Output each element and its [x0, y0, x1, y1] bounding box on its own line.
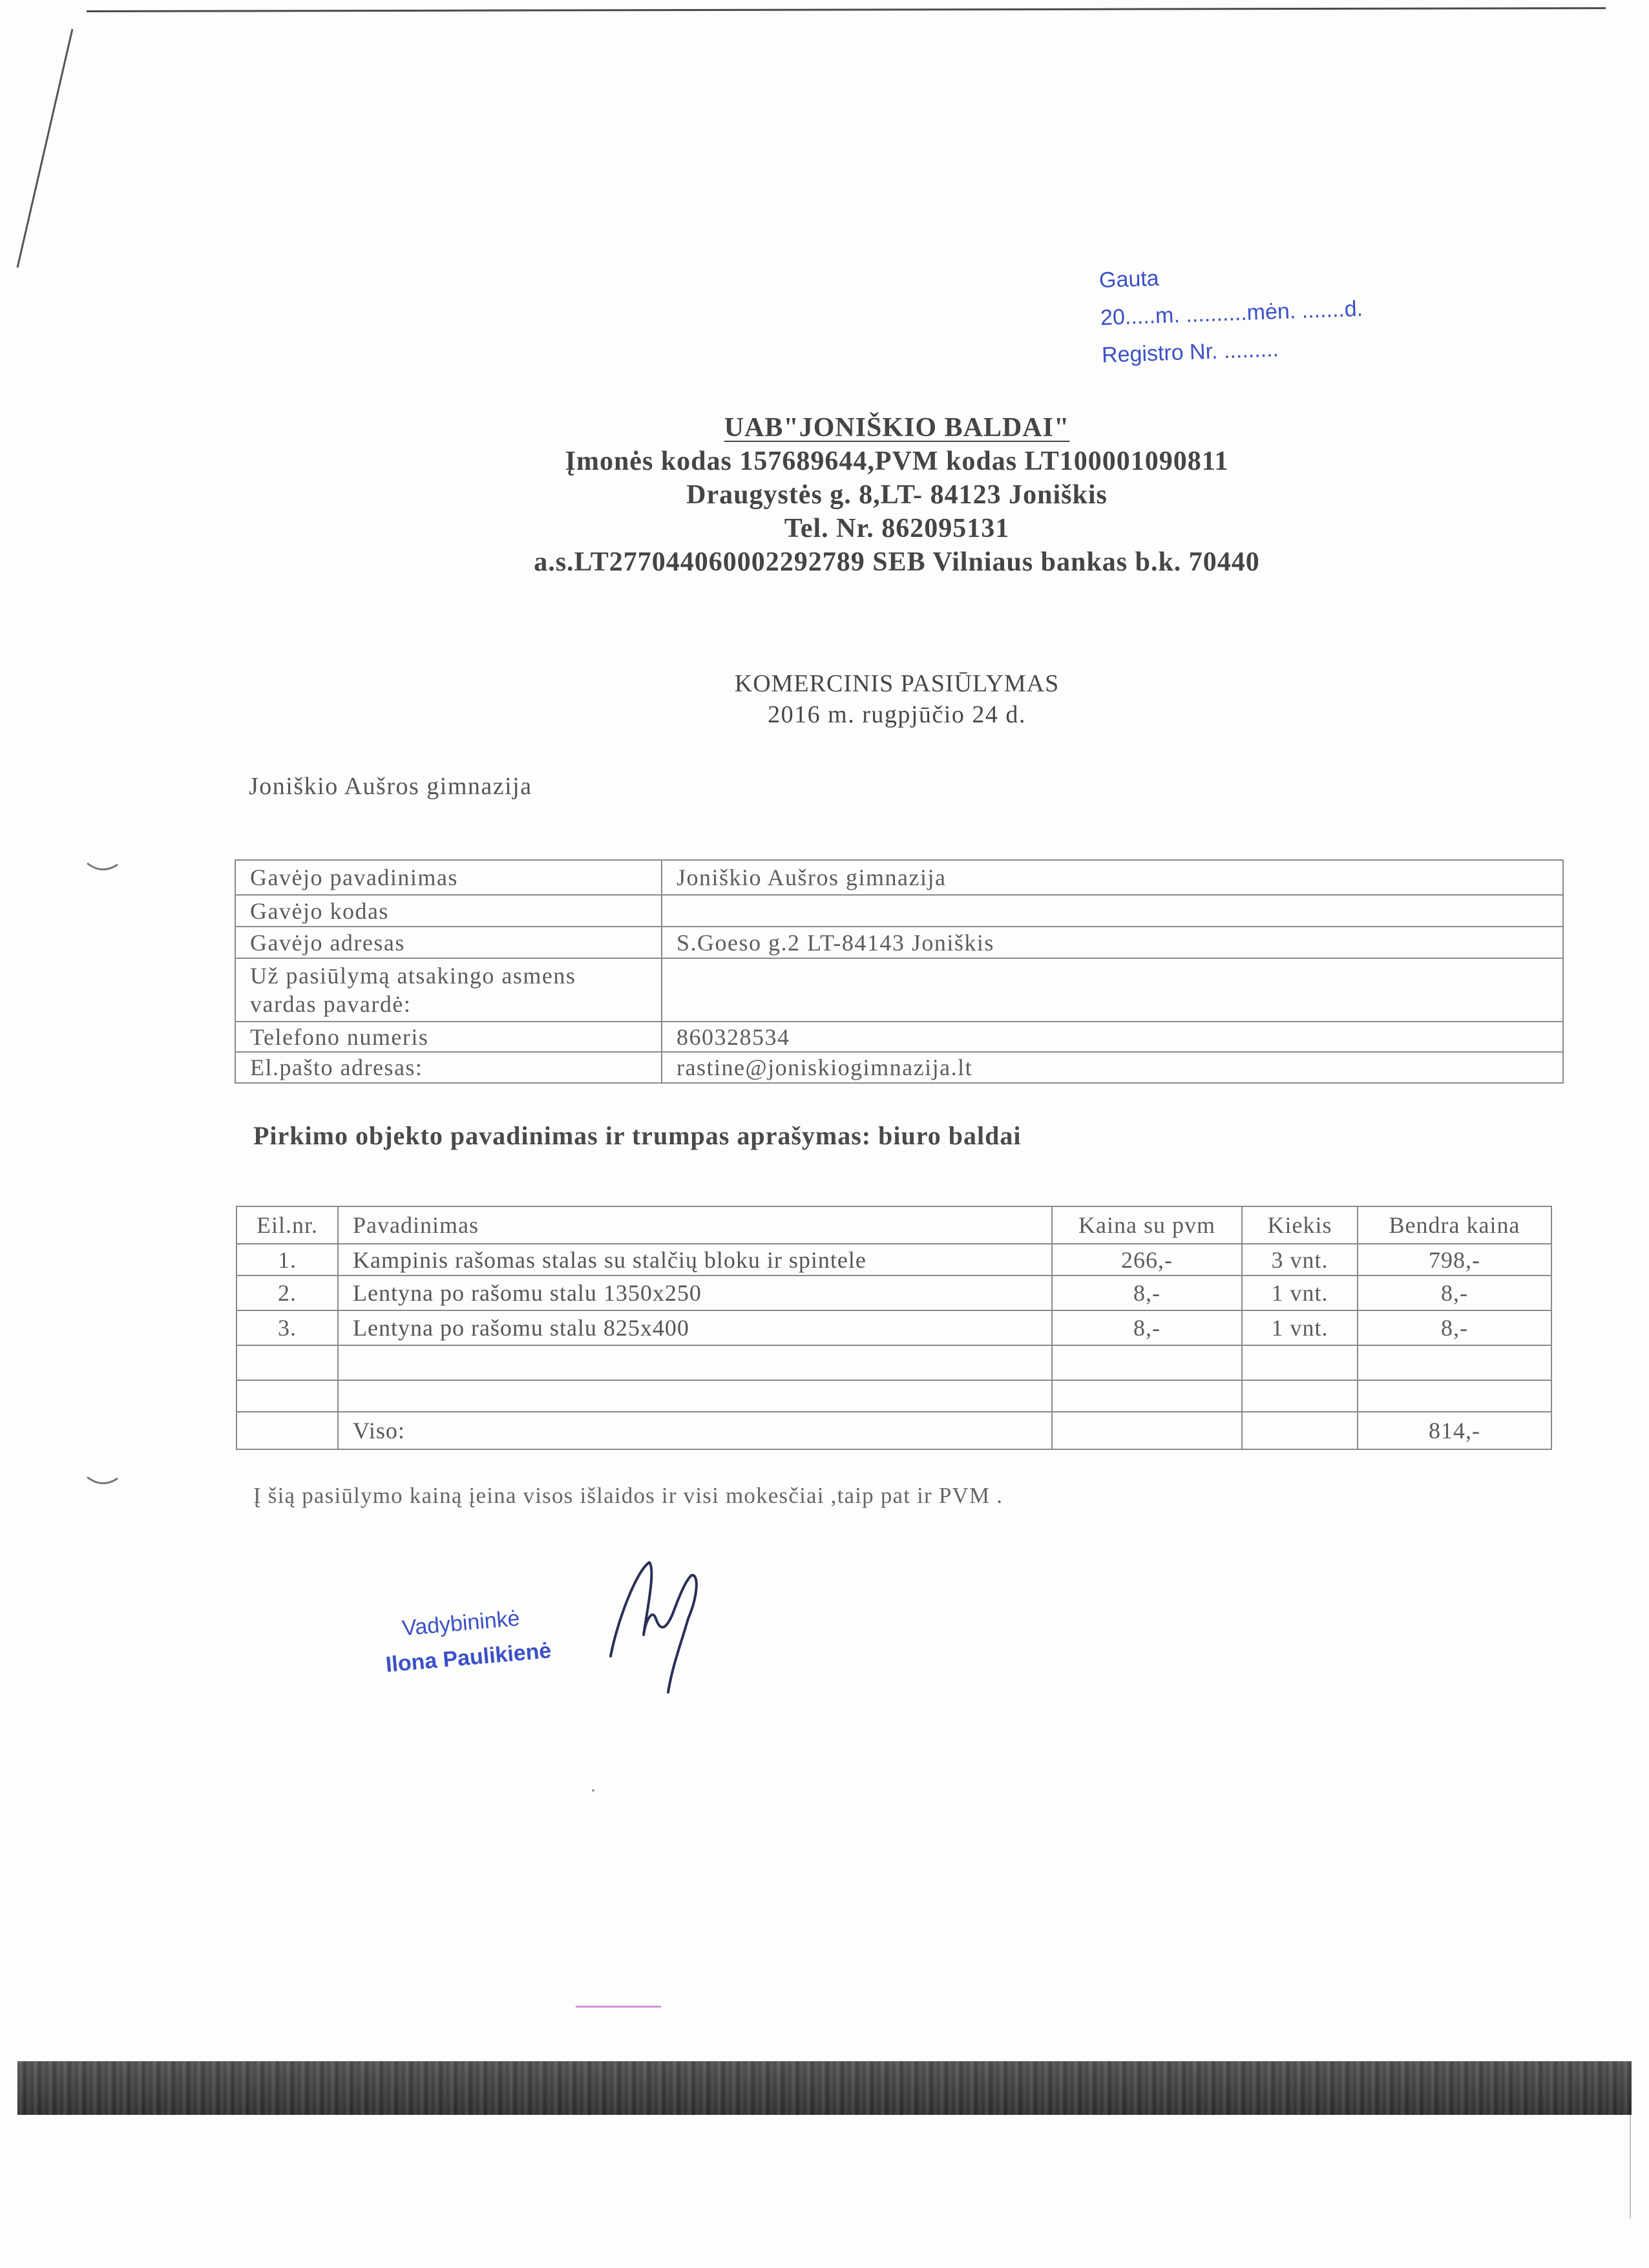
- item-name: Lentyna po rašomu stalu 825x400: [338, 1310, 1052, 1345]
- handwritten-signature: [601, 1557, 717, 1699]
- header-price: Kaina su pvm: [1052, 1206, 1242, 1244]
- header-quantity: Kiekis: [1242, 1206, 1358, 1244]
- company-address: Draugystės g. 8,LT- 84123 Joniškis: [686, 480, 1108, 510]
- item-price: 8,-: [1052, 1310, 1242, 1345]
- item-quantity: 1 vnt.: [1242, 1310, 1358, 1345]
- recipient-table: [235, 859, 1564, 1084]
- scan-right-edge-line: [1630, 2115, 1631, 2218]
- offer-title: KOMERCINIS PASIŪLYMAS: [734, 670, 1060, 697]
- offer-heading: [574, 668, 1220, 730]
- manager-stamp: [381, 1591, 632, 1683]
- table-header-row: [236, 1206, 1551, 1244]
- item-name: Kampinis rašomas stalas su stalčių bloku ir spintele: [338, 1244, 1052, 1276]
- recipient-label-cell: [235, 958, 662, 1022]
- empty-cell: [1242, 1380, 1358, 1412]
- recipient-value: 860328534: [662, 1022, 1563, 1052]
- item-total: 8,-: [1358, 1276, 1551, 1310]
- empty-cell: [1242, 1345, 1358, 1380]
- empty-cell: [236, 1345, 338, 1380]
- scan-top-edge-line: [87, 7, 1606, 12]
- table-row-empty: [236, 1380, 1551, 1412]
- scan-left-edge-line: [17, 29, 72, 268]
- item-number: 2.: [236, 1276, 338, 1310]
- item-price: 266,-: [1052, 1244, 1242, 1276]
- item-number: 1.: [236, 1244, 338, 1276]
- header-name: Pavadinimas: [338, 1206, 1052, 1244]
- table-row: [235, 927, 1563, 958]
- empty-cell: [1358, 1345, 1551, 1380]
- empty-cell: [236, 1412, 338, 1449]
- item-name: Lentyna po rašomu stalu 1350x250: [338, 1276, 1052, 1310]
- scan-dust-dot: [592, 1789, 594, 1792]
- received-stamp: [1098, 248, 1490, 374]
- received-stamp-label: Gauta: [1098, 266, 1160, 293]
- price-note: Į šią pasiūlymo kainą įeina visos išlaidos ir visi mokesčiai ,taip pat ir PVM .: [253, 1483, 1003, 1508]
- company-header: [445, 411, 1349, 579]
- hole-punch-mark-lower: [87, 1477, 118, 1484]
- recipient-label: Gavėjo pavadinimas: [235, 860, 662, 895]
- item-quantity: 3 vnt.: [1242, 1244, 1358, 1276]
- recipient-value-empty: [662, 895, 1563, 927]
- recipient-label: Telefono numeris: [235, 1022, 662, 1052]
- purchase-subject: Pirkimo objekto pavadinimas ir trumpas aprašymas: biuro baldai: [253, 1121, 1022, 1150]
- empty-cell: [338, 1345, 1052, 1380]
- empty-cell: [236, 1380, 338, 1412]
- recipient-value: S.Goeso g.2 LT-84143 Joniškis: [662, 927, 1563, 958]
- empty-cell: [1052, 1345, 1242, 1380]
- addressee: Joniškio Aušros gimnazija: [249, 773, 532, 800]
- manager-role: Vadybininkė: [401, 1606, 521, 1641]
- recipient-label: El.pašto adresas:: [235, 1052, 662, 1083]
- company-phone: Tel. Nr. 862095131: [784, 514, 1010, 543]
- recipient-label: Gavėjo adresas: [235, 927, 662, 958]
- recipient-label: Gavėjo kodas: [235, 895, 662, 927]
- table-row: [235, 895, 1563, 927]
- recipient-value: rastine@joniskiogimnazija.lt: [662, 1052, 1563, 1083]
- table-row: [236, 1244, 1551, 1276]
- header-total: Bendra kaina: [1358, 1206, 1551, 1244]
- table-row: [235, 958, 1563, 1022]
- company-bank-account: a.s.LT277044060002292789 SEB Vilniaus bankas b.k. 70440: [534, 547, 1260, 577]
- company-name: UAB"JONIŠKIO BALDAI": [724, 413, 1070, 443]
- item-total: 8,-: [1358, 1310, 1551, 1345]
- empty-cell: [1052, 1412, 1242, 1449]
- table-row: [235, 860, 1563, 895]
- header-number: Eil.nr.: [236, 1206, 338, 1244]
- empty-cell: [1242, 1412, 1358, 1449]
- table-row: [235, 1052, 1563, 1083]
- recipient-value-empty: [662, 958, 1563, 1022]
- empty-cell: [338, 1380, 1052, 1412]
- hole-punch-mark-upper: [87, 863, 118, 870]
- empty-cell: [1052, 1380, 1242, 1412]
- recipient-label: Už pasiūlymą atsakingo asmens vardas pavardė:: [250, 963, 576, 1017]
- item-number: 3.: [236, 1310, 338, 1345]
- item-total: 798,-: [1358, 1244, 1551, 1276]
- table-row-empty: [236, 1345, 1551, 1380]
- items-table: [236, 1206, 1552, 1450]
- item-quantity: 1 vnt.: [1242, 1276, 1358, 1310]
- table-row: [236, 1276, 1551, 1310]
- total-value: 814,-: [1358, 1412, 1551, 1449]
- company-codes: Įmonės kodas 157689644,PVM kodas LT100001090811: [565, 446, 1229, 476]
- received-stamp-date-line: 20.....m. ..........mėn. .......d.: [1100, 296, 1363, 330]
- recipient-value: Joniškio Aušros gimnazija: [662, 860, 1563, 895]
- table-total-row: [236, 1412, 1551, 1449]
- total-label: Viso:: [338, 1412, 1052, 1449]
- scan-edge-marks: [0, 0, 194, 1680]
- scanner-dark-band: [17, 2061, 1632, 2115]
- table-row: [235, 1022, 1563, 1052]
- table-row: [236, 1310, 1551, 1345]
- empty-cell: [1358, 1380, 1551, 1412]
- manager-name: Ilona Paulikienė: [384, 1638, 552, 1677]
- offer-date: 2016 m. rugpjūčio 24 d.: [768, 701, 1026, 728]
- received-stamp-registry-line: Registro Nr. .........: [1101, 337, 1279, 368]
- pink-scan-mark: [576, 2006, 661, 2008]
- signature-stroke: [611, 1562, 697, 1692]
- item-price: 8,-: [1052, 1276, 1242, 1310]
